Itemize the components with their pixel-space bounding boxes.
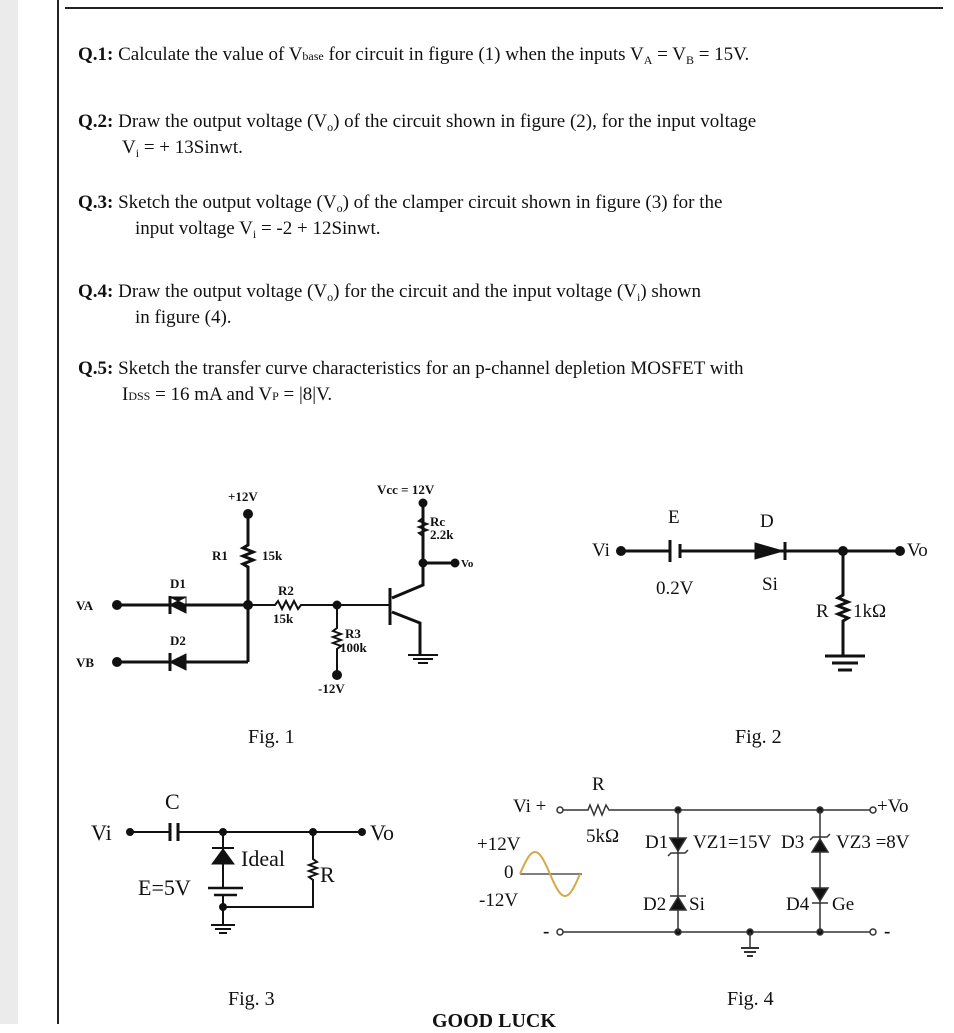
fig4-vz1-label: VZ1=15V: [693, 832, 772, 853]
question-text: Draw the output voltage (V: [113, 281, 328, 302]
fig1-vcc-label: Vcc = 12V: [377, 482, 435, 497]
fig4-d1-label: D1: [645, 832, 669, 853]
question-text: Calculate the value of V: [113, 44, 303, 65]
zener-d1: [670, 838, 686, 851]
fig3-r-label: R: [320, 862, 335, 887]
question-number: Q.5:: [78, 358, 114, 379]
fig3-caption: Fig. 3: [228, 988, 275, 1010]
question-number: Q.3:: [78, 192, 114, 213]
question-text: = 15V.: [693, 44, 750, 65]
fig4-minus-in: -: [543, 921, 550, 942]
question-text: o: [327, 290, 334, 304]
footer-good-luck: GOOD LUCK: [432, 1010, 556, 1032]
fig4-vi-label: Vi +: [513, 796, 547, 817]
fig1-r3-label: R3: [345, 626, 361, 641]
fig1-d1-label: D1: [170, 576, 186, 591]
question-text: = + 13Sinwt.: [139, 137, 243, 158]
fig1-minus12-label: -12V: [318, 681, 345, 696]
fig2-vi-label: Vi: [592, 540, 610, 561]
fig3-e-label: E=5V: [138, 875, 191, 900]
question-text: ) for the circuit and the input voltage (V: [333, 281, 637, 302]
question-text: V: [122, 137, 136, 158]
fig3-vo-label: Vo: [370, 820, 395, 845]
question-text: o: [336, 201, 343, 215]
fig1-va-label: VA: [76, 598, 94, 613]
fig1-vb-label: VB: [76, 655, 95, 670]
question-text: = |8|V.: [278, 384, 333, 405]
fig4-r-label: R: [592, 774, 605, 795]
fig2-r-label: R: [816, 601, 829, 622]
fig4-d4-type: Ge: [832, 894, 855, 915]
fig1-r3-value: 100k: [340, 640, 367, 655]
figure-4-circuit: [520, 805, 876, 956]
question-text: base: [302, 49, 324, 63]
fig4-zero-label: 0: [504, 862, 514, 883]
fig3-c-label: C: [165, 789, 180, 814]
question-number: Q.2:: [78, 111, 114, 132]
fig1-caption: Fig. 1: [248, 726, 295, 748]
fig1-d2-label: D2: [170, 633, 186, 648]
ground-icon: [825, 656, 865, 670]
question-text: input voltage V: [135, 218, 253, 239]
fig1-r2-value: 15k: [273, 611, 294, 626]
question-text: Sketch the transfer curve characteristics for an p-channel depletion MOSFET with: [113, 358, 744, 379]
fig1-r2-label: R2: [278, 583, 294, 598]
fig2-d-type: Si: [762, 574, 778, 595]
question-text: in figure (4).: [135, 307, 232, 328]
question-text: ) of the clamper circuit shown in figure (3) for the: [342, 192, 723, 213]
question-text: o: [327, 120, 334, 134]
transistor: [390, 503, 423, 655]
question-text: P: [272, 389, 279, 403]
fig2-r-value: 1kΩ: [853, 601, 887, 622]
fig1-vo-label: Vo: [461, 558, 474, 570]
question-text: i: [135, 146, 140, 160]
diode-d2: [670, 897, 686, 910]
fig2-caption: Fig. 2: [735, 726, 782, 748]
diode-d1: [170, 597, 186, 613]
question-text: = V: [652, 44, 686, 65]
question-text: Draw the output voltage (V: [113, 111, 328, 132]
fig2-e-label: E: [668, 507, 680, 528]
question-text: DSS: [128, 389, 151, 403]
fig1-rc-value: 2.2k: [430, 527, 454, 542]
fig4-minus12-label: -12V: [479, 890, 519, 911]
question-text: i: [252, 227, 257, 241]
diode-d: [755, 543, 783, 559]
question-number: Q.4:: [78, 281, 114, 302]
diode-ideal: [212, 849, 234, 864]
question-text: B: [685, 53, 694, 67]
diode-d2: [170, 654, 186, 670]
question-text: = -2 + 12Sinwt.: [256, 218, 381, 239]
question-text: i: [636, 290, 641, 304]
ground-icon: [408, 655, 438, 663]
question-text: ) of the circuit shown in figure (2), for the input voltage: [333, 111, 757, 132]
fig1-r1-label: R1: [212, 548, 228, 563]
fig4-vo-label: +Vo: [877, 796, 909, 817]
question-text: ) shown: [640, 281, 702, 302]
zener-d3: [812, 839, 828, 852]
fig4-r-value: 5kΩ: [586, 826, 620, 847]
ground-icon: [741, 948, 759, 956]
fig4-d2-type: Si: [689, 894, 705, 915]
question-text: A: [643, 53, 653, 67]
fig1-r1-value: 15k: [262, 548, 283, 563]
fig4-caption: Fig. 4: [727, 988, 774, 1010]
question-number: Q.1:: [78, 44, 114, 65]
question-text: Sketch the output voltage (V: [113, 192, 337, 213]
fig3-vi-label: Vi: [91, 820, 112, 845]
fig1-rc-label: Rc: [430, 514, 446, 529]
question-text: = 16 mA and V: [150, 384, 273, 405]
fig1-plus12-label: +12V: [228, 489, 258, 504]
fig4-plus12-label: +12V: [477, 834, 521, 855]
question-text: for circuit in figure (1) when the inputs V: [323, 44, 644, 65]
fig4-d4-label: D4: [786, 894, 810, 915]
diode-d4: [812, 888, 828, 901]
question-text: I: [122, 384, 129, 405]
fig4-minus-out: -: [884, 921, 891, 942]
fig2-d-label: D: [760, 511, 774, 532]
fig4-vz3-label: VZ3 =8V: [836, 832, 910, 853]
fig4-d3-label: D3: [781, 832, 805, 853]
fig2-e-value: 0.2V: [656, 578, 694, 599]
fig3-ideal-label: Ideal: [241, 846, 285, 871]
fig2-vo-label: Vo: [907, 540, 928, 561]
fig4-d2-label: D2: [643, 894, 667, 915]
ground-icon: [211, 925, 235, 933]
